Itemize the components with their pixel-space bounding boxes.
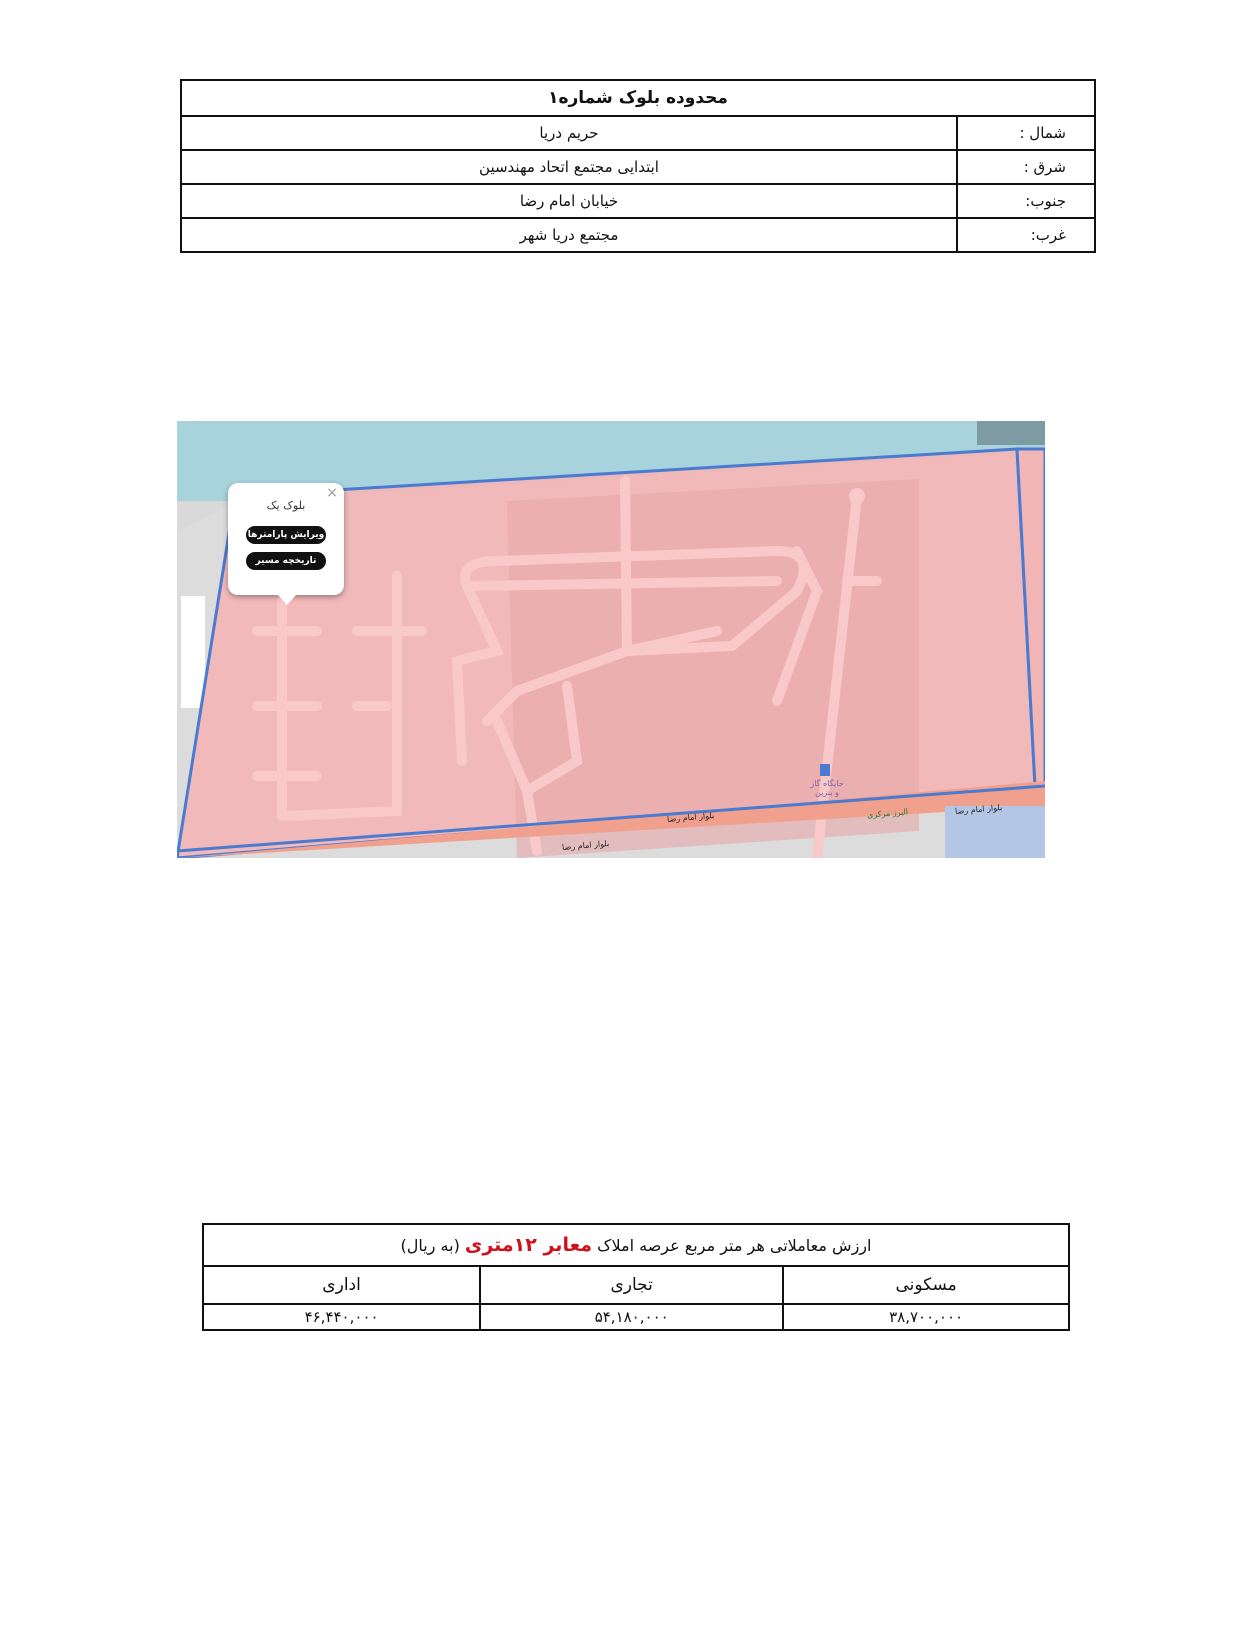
header-commercial: تجاری — [480, 1266, 783, 1304]
boundary-table — [180, 79, 1096, 253]
route-history-button[interactable]: تاریخچه مسیر — [246, 552, 326, 570]
price-table — [202, 1223, 1070, 1331]
direction-north-label: شمال : — [957, 116, 1095, 150]
table-row — [203, 1266, 1069, 1304]
price-title — [203, 1224, 1069, 1266]
gas-station-icon[interactable] — [820, 764, 830, 776]
direction-west-label: غرب: — [957, 218, 1095, 252]
map-label-station: جایگاه گاز و بنزین — [810, 779, 844, 797]
table-row — [181, 150, 1095, 184]
price-title-text: ارزش معاملاتی هر متر مربع عرصه املاک — [597, 1236, 872, 1255]
table-row — [181, 184, 1095, 218]
value-residential: ۳۸,۷۰۰,۰۰۰ — [783, 1304, 1069, 1330]
direction-east-value: ابتدایی مجتمع اتحاد مهندسین — [181, 150, 957, 184]
boundary-title: محدوده بلوک شماره۱ — [181, 80, 1095, 116]
table-row — [181, 218, 1095, 252]
table-row — [203, 1304, 1069, 1330]
popup-title: بلوک یک — [266, 499, 306, 512]
direction-south-value: خیابان امام رضا — [181, 184, 957, 218]
block-map[interactable] — [177, 421, 1045, 858]
white-plot — [181, 596, 205, 708]
direction-north-value: حریم دریا — [181, 116, 957, 150]
road-node — [849, 488, 865, 504]
map-label-blvd: بلوار امام رضا — [561, 838, 610, 853]
price-title-unit: (به ریال) — [400, 1236, 460, 1255]
edit-parameters-button[interactable]: ویرایش پارامترها — [246, 526, 326, 544]
map-popup — [228, 483, 344, 595]
direction-east-label: شرق : — [957, 150, 1095, 184]
price-title-highlight: معابر ۱۲متری — [464, 1234, 593, 1256]
map-label-street: البرز مرکزی — [866, 807, 909, 820]
header-office: اداری — [203, 1266, 480, 1304]
header-residential: مسکونی — [783, 1266, 1069, 1304]
direction-west-value: مجتمع دریا شهر — [181, 218, 957, 252]
map-label-blvd: بلوار امام رضا — [666, 810, 715, 825]
value-office: ۴۶,۴۴۰,۰۰۰ — [203, 1304, 480, 1330]
table-row — [181, 116, 1095, 150]
boundary-title-row — [181, 80, 1095, 116]
map-label-blvd: بلوار امام رضا — [954, 802, 1003, 817]
value-commercial: ۵۴,۱۸۰,۰۰۰ — [480, 1304, 783, 1330]
price-title-row — [203, 1224, 1069, 1266]
direction-south-label: جنوب: — [957, 184, 1095, 218]
close-icon[interactable]: × — [326, 485, 338, 501]
map-control-panel[interactable] — [977, 421, 1045, 445]
